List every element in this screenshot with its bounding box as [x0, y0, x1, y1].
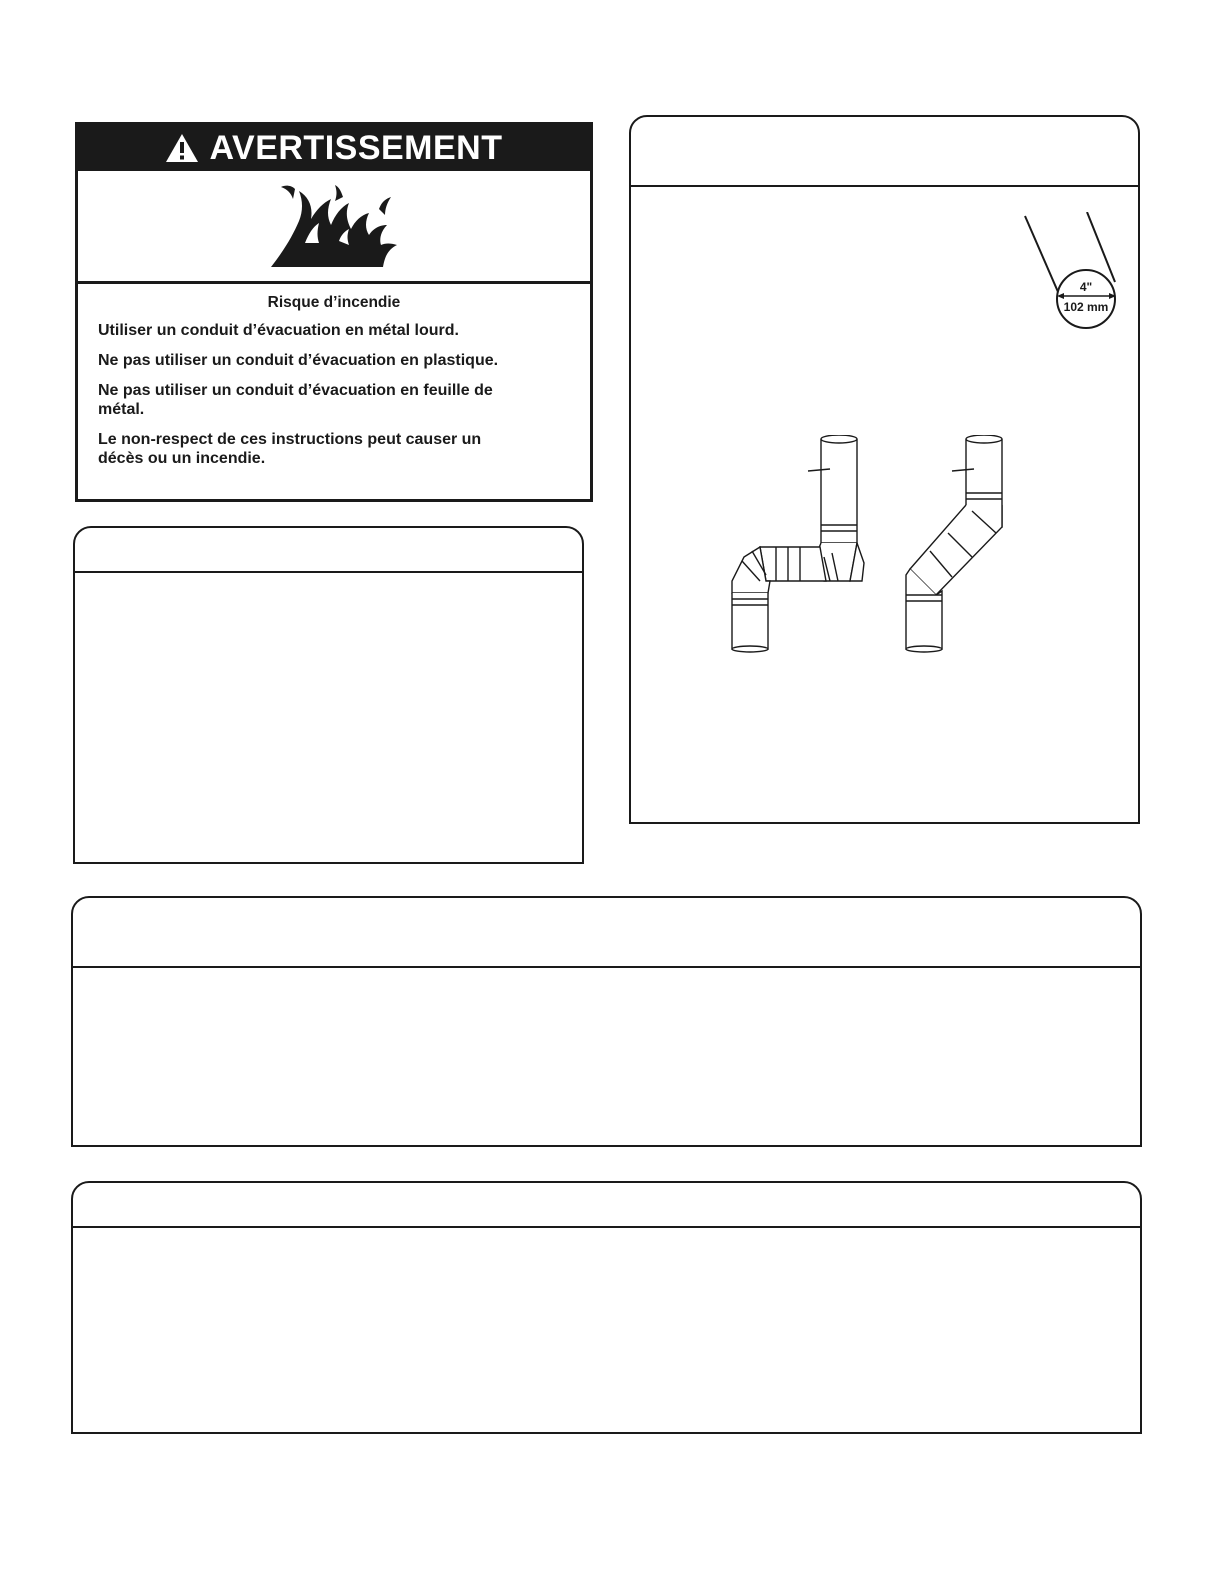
hazard-name: Risque d’incendie — [267, 294, 401, 311]
fire-icon-area — [78, 171, 590, 284]
diameter-inches-label: 4" — [1079, 280, 1093, 294]
box-divider — [631, 185, 1138, 187]
warning-title: AVERTISSEMENT — [209, 129, 503, 167]
warning-line: Ne pas utiliser un conduit d’évacuation en feuille de métal. — [98, 382, 493, 418]
box-divider — [75, 571, 582, 573]
four-piece-elbow-vent — [732, 435, 864, 652]
diameter-mm-label: 102 mm — [1063, 300, 1109, 314]
box-divider — [73, 1226, 1140, 1228]
vent-diameter-diagram — [1021, 212, 1131, 332]
box-divider — [73, 966, 1140, 968]
vent-elbow-illustrations — [716, 435, 1016, 655]
warning-header — [78, 125, 590, 171]
fire-icon — [269, 183, 399, 269]
fire-hazard-warning — [75, 122, 593, 502]
vent-illustration-box — [629, 115, 1140, 824]
wide-content-box-1 — [71, 896, 1142, 1147]
formed-elbow-vent — [906, 435, 1002, 652]
left-content-box — [73, 526, 584, 864]
warning-line: Le non-respect de ces instructions peut causer un décès ou un incendie. — [98, 431, 482, 467]
wide-content-box-2 — [71, 1181, 1142, 1434]
warning-triangle-icon — [165, 133, 199, 163]
warning-line: Ne pas utiliser un conduit d’évacuation en plastique. — [98, 352, 499, 369]
warning-line: Utiliser un conduit d’évacuation en métal lourd. — [98, 322, 459, 339]
